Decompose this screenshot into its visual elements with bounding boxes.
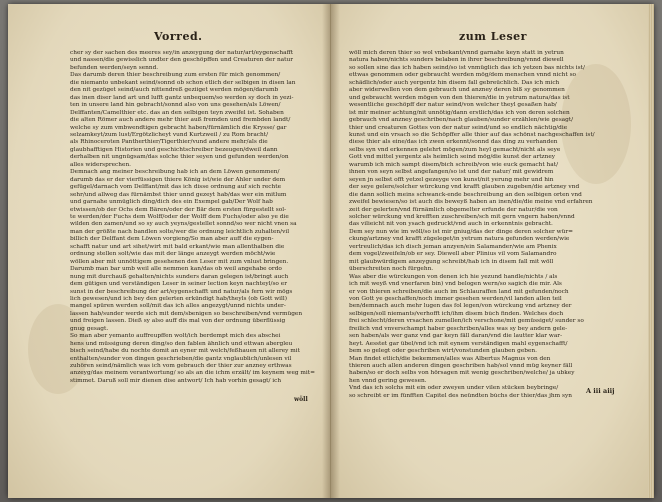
text-line: freilich vnd vnverschampt haber geschriben/alles was sy bey andern gele- xyxy=(349,325,568,332)
text-line: gefügel/darnach vom Delffant/mit das ich disse ordnung auf sich rechte xyxy=(70,184,282,191)
text-line: und gebraucht werden mögen von den thieren/die in yetrum natura/das ist xyxy=(349,94,570,101)
text-line: ihnen von seyn selbst angefangen/so ist und der natur/ mit gewidrem xyxy=(349,169,554,176)
text-line: Was aber die würckungen von denen ich hie yezund handle/nichts / als xyxy=(349,273,558,280)
text-line: von Gott ye geschaffen/noch immer gesehen werden/vil landen allen teil xyxy=(349,295,562,302)
text-line: nung mit durchauß gehalten/nichts sunders daran gelegen ist/bringt auch xyxy=(70,273,289,280)
text-line: ten in unsere land hin gebracht/sonnd also von uns gesehen/als Löwen/ xyxy=(70,102,281,109)
text-line: diese thier als eine/das ich zwen erkennt/sonnd das ding zu verhanden xyxy=(349,139,558,146)
text-line: das vilieicht nit von ysach gedruckt/vnd auch in erkenntnis gebracht. xyxy=(349,221,553,228)
text-line: Delffanten/Camelthier etc. das an den selbigen teyn zweifel ist. Sohaben xyxy=(70,109,284,116)
text-line: schädlich/oder auch yergentz hin disem fall gebreüchlich. Das ich mich xyxy=(349,79,560,86)
right-page xyxy=(331,4,654,498)
text-line: die dann sollich meins schwanck-ende beschreibung an den selbigen orten vnd xyxy=(349,191,582,198)
text-line: selbs syn vnd erkennen gelehrt mögen/zum heyl gemacht/nicht als seye xyxy=(349,146,561,153)
text-line: zeit der gelerten/vnd fürnämlich obgemelter erfunde der natur/die von xyxy=(349,206,558,213)
text-line: Man findet etlich/die bekemmen/alles was Albertus Magnus von den xyxy=(349,355,551,362)
text-line: warumb ich mich sampt disem/bich schreib/von wie euck gemacht hat/ xyxy=(349,161,559,168)
text-line: lassen hab/sunder werde sich mit dem/sbenigen so beschreiben/vnd vermügen xyxy=(70,310,303,317)
catchword: wöll xyxy=(294,396,308,403)
text-line: Darumb man bar umb weil alle nemmen kan/das ob weil angehabe ordo xyxy=(70,266,282,273)
text-line: thier und creaturen Gottes von der natur seind/und so endlich nächtig/die xyxy=(349,124,568,131)
text-line: so schreibt er im fünfften Capitel des neündten bůchs der thier/das jhm syn xyxy=(349,392,572,399)
open-book xyxy=(8,4,654,498)
text-line: etwissen/ob der Ochs dem Bären/oder der Bär dem ersten fürgestellt sol- xyxy=(70,206,287,213)
text-line: man der größte nach bandlen solte/wer die ordnung leichtlich zuhalten/vil xyxy=(70,228,290,235)
text-line: als Rhinoceroten Pantherthier/Tigerthier/vund andere mehr/als die xyxy=(70,139,268,146)
text-line: sunst in der beschreibung der art/eygenschafft und natur/als fern wir mögs xyxy=(70,288,293,295)
text-line: glaubhafftigen Historien und geschichtschreiber bezeugen/dweil dann xyxy=(70,146,278,153)
text-line: selzamkeyt/zum lust/Ergötzlicheyt vund Kurtzweil / zu Rom bracht/ xyxy=(70,131,269,138)
text-line: wesentliche geschöpff der natur seind/von welcher theyl gesaßen hab/ xyxy=(349,102,557,109)
text-line: wilden den zamen/und so sy auch yeyns/gestellet sonnd/so wer nicht vnen sa xyxy=(70,221,297,228)
text-line: darumb das er der vierfüssigen thiere König ist/wie der Ahler under dem xyxy=(70,176,286,183)
text-line: Vnd das ich solchs mit ein oder zweyen under vilen stücken beybringe/ xyxy=(349,385,559,392)
text-line: anzeyg/das meinem verantwortung/ so als an die ichm erzält/ im keynem weg mit= xyxy=(70,370,315,377)
text-line: der seye gelere/solcher würckung vnd krafft glauben zugeben/die artzney vnd xyxy=(349,184,580,191)
text-line: und freigen lassen. Dieß sy also auff dis mal von der ordnung überflüssig xyxy=(70,318,286,325)
text-line: bisch seind/habe du nochte domit an eyner mit welch/feßhauen nit allerey mit xyxy=(70,348,300,355)
signature-mark: A iii aiij xyxy=(586,387,615,395)
text-line: thieren auch allen anderen dingen geschriben hab/sol vnnd müg keyner fäll xyxy=(349,363,573,370)
text-line: und nassen/die gewisslich undter den geschöpffen und Creaturen der natur xyxy=(70,57,293,64)
left-page-body xyxy=(70,50,315,385)
text-line: ettwas genommen oder gebraucht werden mög/dem menschen vnnd nicht so xyxy=(349,72,577,79)
text-line: bem so gelegt oder geschriben wirt/vonstunden glauben geben. xyxy=(349,348,537,355)
text-line: zweifel bewiesen/so ist auch dis beweyß haben an inen/die/die meine vnd erfahren xyxy=(349,199,593,206)
text-line: gnug gesagt. xyxy=(70,325,109,332)
text-line: Das darumb deren thier beschreibung zum ersten für mich genommen/ xyxy=(70,72,281,79)
text-line: ist mir meiner achtung/nit unnötig/dann erstlich/das ich von deren solchen xyxy=(349,109,570,116)
text-line: wöllen aber mit unnöttigem gesehenen den Leser mit zum vnlust bringen. xyxy=(70,258,289,265)
text-line: dem vogel/zweifeln/ob er sey. Diewell aber Plinius vil vom Salamandro xyxy=(349,251,557,258)
text-line: enthalten/sunder von dingen geschrieben/die gantz vnglaublich/unlesen vil xyxy=(70,355,292,362)
text-line: cher sy der sachen des meeres sey/in anzeygung der natur/art/eygenschafft xyxy=(70,50,294,56)
text-line: so sollen sine das ich haben seind/so ist vnmüglich das ich yetzen bas nichts ist/ xyxy=(349,64,585,71)
text-line: überschreiten noch fürgehn. xyxy=(349,266,434,273)
text-line: schafft natur und art sihet/wirt mit bald erkant/wie man allenthalben die xyxy=(70,243,285,250)
text-line: derhalben nit ungnügsam/das solche thier seyen und gefunden werden/on xyxy=(70,154,289,161)
text-line: lich gewesen/und ich bey den gelerten erkündigt hab/theyls (ob Gott will) xyxy=(70,295,287,302)
text-line: dem gütigen und verständigen Leser in seiner lection keyn nachteyl/so er xyxy=(70,281,287,288)
text-line: selbigen/soll niemants/verhofft ich/ihm disem bůch finden. Welches doch xyxy=(349,310,564,317)
text-line: te werden/der Fuchs dem Wolff/oder der Wolff dem Fuchs/oder also ye die xyxy=(70,213,289,220)
text-line: haben/so er doch selbs von hörsagen mit wenig geschriben/welche/ ja ubkey xyxy=(349,370,575,377)
text-line: hens und müssigung deren ding/so den fablen ähnlich und ettwan abergleu xyxy=(70,340,293,347)
text-line: wöll mich deren thier so wol vnbekant/vnnd garnahe keyn statt in yetrun xyxy=(349,50,564,56)
text-line: ich mit weyß vnd vnerfaren bin) vnd belogen wern/so sagich die mir. Als xyxy=(349,281,562,288)
text-line: zuhören seind/nämlich was ich vom gebrauch der thier zur anzney erthwas xyxy=(70,363,292,370)
text-line: befunden werden/seyn sennd. xyxy=(70,64,159,71)
text-line: gebrauch vnd anzney geschriben/nach glauben/sunder erzählen/wie gesagt/ xyxy=(349,117,574,124)
text-line: hen vnnd gering gewesen. xyxy=(349,377,427,384)
text-line: ckung/artzney vnd krafft zügeleget/in yetrum natura gefunden werden/wie xyxy=(349,236,570,243)
text-line: alles widersprechen. xyxy=(70,161,132,168)
text-line: ordnung stellen solt/wie das mit der länge anzeygt werden möcht/wie xyxy=(70,251,276,258)
text-line: frei schlecht/deren vrsachen zumellen/ich verschone/mit gemüssiget/ sunder so xyxy=(349,318,584,325)
right-page-header: zum Leser xyxy=(459,30,527,43)
text-line: Demnach ang meiner beschreibung hab ich an dem Löwen genommen/ xyxy=(70,169,280,176)
text-line: mit glaubwürdigem anzeygung schreibt/hab ich in disem fall mit wöll xyxy=(349,258,554,265)
text-line: Gott vnd mittel yergentz als heimlich seind mög/die kunst der artzney xyxy=(349,154,556,161)
right-page-body xyxy=(349,50,607,400)
text-line: vertreulich/das ich disch jeman anzyen/ein Salamander/wie am Phenix xyxy=(349,243,557,250)
text-line: und garnahe unmüglich ding/dich des ein Exempel gab/Der Wolf hab xyxy=(70,199,273,206)
text-line: sen haben/als wer ganz vnd gar keyn fäll daran/vnd die lautter klar war- xyxy=(349,333,563,340)
text-line: sehr/und allweg das fürnämbst thier unnd gezeyt hab/das wer ein mitlum xyxy=(70,191,287,198)
page-edges xyxy=(648,4,654,498)
text-line: er von thieren schreiben/die auch im Schlauraffen land mit gefunden/noch xyxy=(349,288,569,295)
text-line: den nit gezüget seind/auch nittendreß geziiget werden mögen/darumb xyxy=(70,87,279,94)
text-line: die alten Römer auch andere mehr thier auß fremden und frembden landt/ xyxy=(70,117,291,124)
text-line: billich der Delffant dem Löwen vorgieng/So man aber auff die eygen- xyxy=(70,236,274,243)
text-line: solcher würckung vnd krefften zuschreiben/sch mit gern vngern haben/vnnd xyxy=(349,213,575,220)
text-line: stimmet. Daruß soll mir dienen dise antwort/ Ich hab vorhin gesagt/ ich xyxy=(70,377,282,384)
text-line: ben/demnach auch mehr lugen das fol legen/von würckung vnd artzney der xyxy=(349,303,572,310)
text-line: heyt. Aesstet gar übel/vnd ich mit eynem verständigen mahl eygenschafft/ xyxy=(349,340,568,347)
text-line: Dem sey nun wie im wöll/so ist mir gniug/das der dinge deren solcher wür= xyxy=(349,228,573,235)
left-page xyxy=(8,4,331,498)
text-line: aber widerwellen von dem gebrauch und anzney deren biß sy genommen xyxy=(349,87,565,94)
text-line: seyen jn selbst offt yetzel gezeyge von kunst/nit yerung mehr und hin xyxy=(349,176,554,183)
left-page-header: Vorred. xyxy=(154,30,203,43)
text-line: kunst und ein vrsach so die Schöpffer alle thier auf das schönst nachgeschaffen ist/ xyxy=(349,131,595,138)
text-line: welche sy zum vmbwendtigen gebracht haben/fürnämlich die Krysse/ gar xyxy=(70,124,287,131)
text-line: natura haben/nichts sunders belaben in ihrer beschreibung/vnnd diewell xyxy=(349,57,564,64)
text-line: mangel spüren werden soll/mit das ich alles angezygt/unnd nichts under- xyxy=(70,303,286,310)
text-line: das inen diser land art und lufft gantz unbequem/so werden sy doch in yezi- xyxy=(70,94,294,101)
text-line: So man aber yemanto auffreupffen wolt/ich berdempt mich des abschei xyxy=(70,333,281,340)
text-line: die niemanto unbekant seind/sonnd ob schon etlich der selbigen in disen lan xyxy=(70,79,296,86)
